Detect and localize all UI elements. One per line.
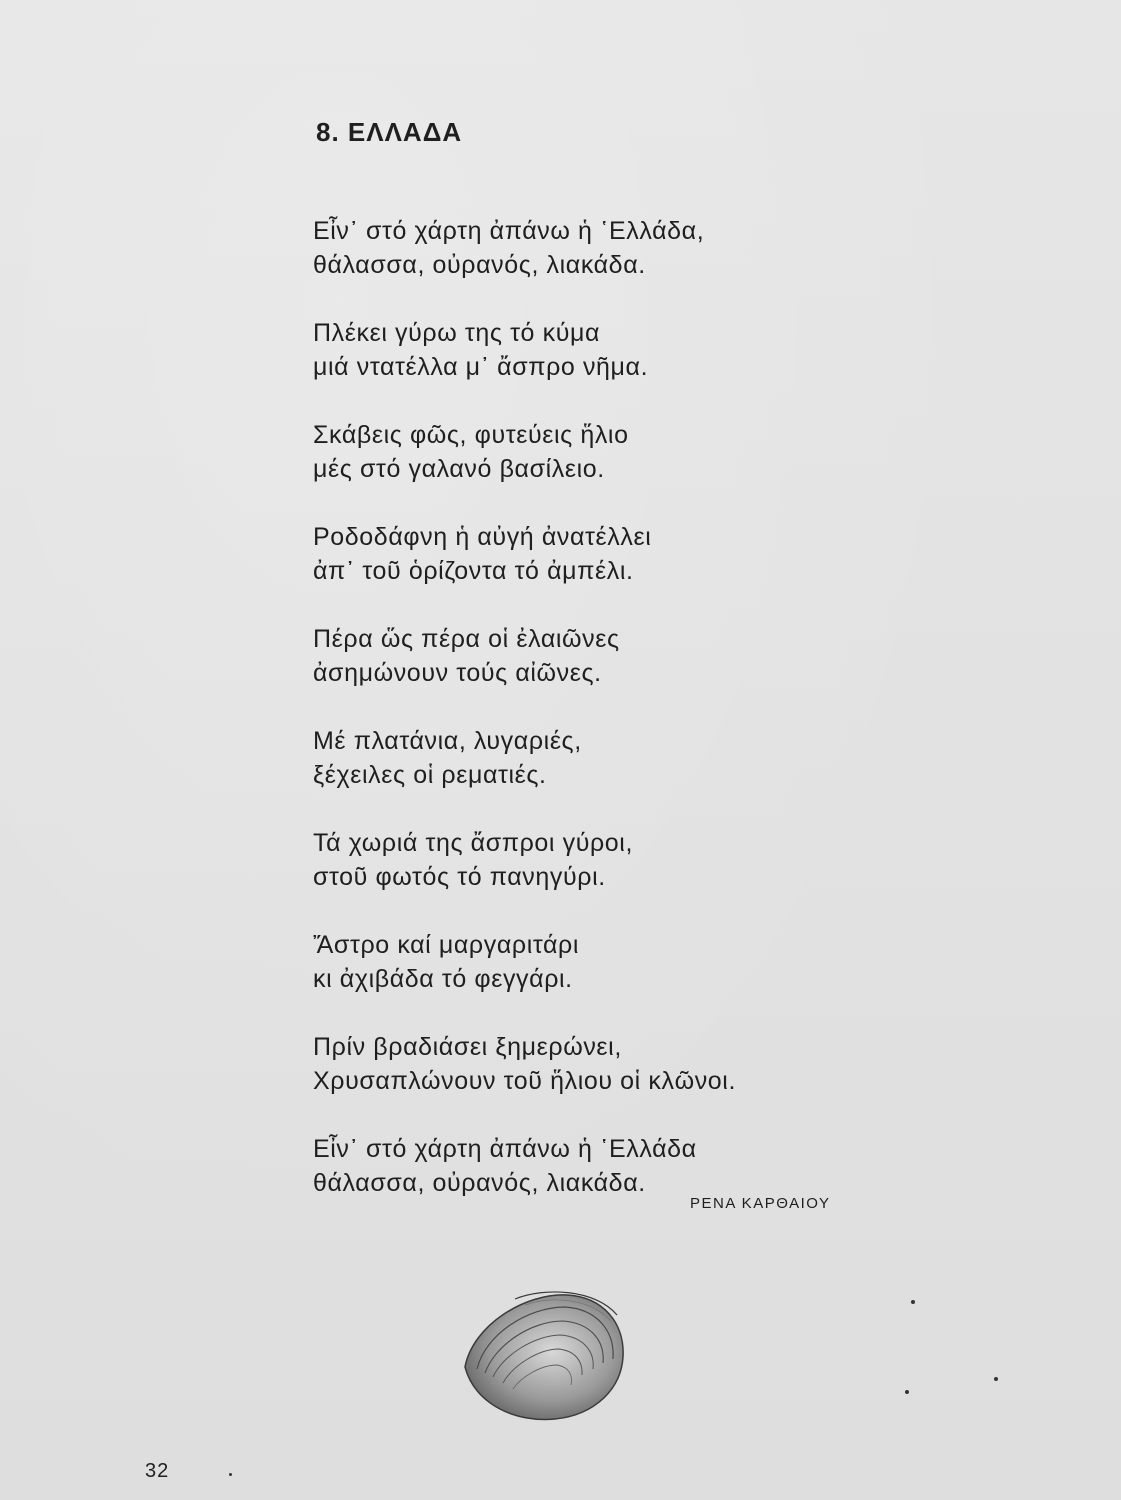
poem-line: Πρίν βραδιάσει ξημερώνει, <box>313 1033 622 1061</box>
stanza <box>313 826 873 890</box>
poem-line: ἀσημώνουν τούς αἰῶνες. <box>313 659 602 687</box>
poem-line: Εἶν᾽ στό χάρτη ἀπάνω ἡ ῾Ελλάδα <box>313 1135 697 1163</box>
shell-illustration <box>455 1285 630 1425</box>
stanza <box>313 520 873 584</box>
poem-line: Σκάβεις φῶς, φυτεύεις ἥλιο <box>313 421 629 449</box>
poem-line: θάλασσα, οὐρανός, λιακάδα. <box>313 1169 646 1197</box>
dust-speck <box>911 1300 915 1304</box>
poem-line: Πέρα ὥς πέρα οἱ ἐλαιῶνες <box>313 625 620 653</box>
poem-line: Χρυσαπλώνουν τοῦ ἥλιου οἱ κλῶνοι. <box>313 1067 737 1095</box>
author-name: ΡΕΝΑ ΚΑΡΘΑΙΟΥ <box>690 1195 831 1212</box>
poem-line: Εἶν᾽ στό χάρτη ἀπάνω ἡ ῾Ελλάδα, <box>313 217 705 245</box>
dust-speck <box>994 1377 998 1381</box>
stanza <box>313 724 873 788</box>
poem-line: Ἄστρο καί μαργαριτάρι <box>313 931 580 959</box>
page-number: 32 <box>145 1460 170 1482</box>
poem-title: 8. ΕΛΛΑΔΑ <box>316 117 463 147</box>
stanza <box>313 418 873 482</box>
dust-speck <box>905 1390 909 1394</box>
poem-line: ξέχειλες οἱ ρεματιές. <box>313 761 547 789</box>
poem-line: στοῦ φωτός τό πανηγύρι. <box>313 863 606 891</box>
poem-line: Ροδοδάφνη ἡ αὐγή ἀνατέλλει <box>313 523 652 551</box>
stanza <box>313 928 873 992</box>
poem-line: Πλέκει γύρω της τό κύμα <box>313 319 601 347</box>
poem-line: ἀπ᾽ τοῦ ὁρίζοντα τό ἀμπέλι. <box>313 557 634 585</box>
stanza <box>313 622 873 686</box>
dust-speck <box>229 1473 232 1476</box>
poem-line: Τά χωριά της ἄσπροι γύροι, <box>313 829 633 857</box>
stanza <box>313 1132 873 1196</box>
poem-body <box>313 214 873 1234</box>
stanza <box>313 316 873 380</box>
poem-line: κι ἀχιβάδα τό φεγγάρι. <box>313 965 573 993</box>
poem-line: μιά ντατέλλα μ᾽ ἄσπρο νῆμα. <box>313 353 649 381</box>
stanza <box>313 214 873 278</box>
poem-line: θάλασσα, οὐρανός, λιακάδα. <box>313 251 646 279</box>
poem-line: μές στό γαλανό βασίλειο. <box>313 455 605 483</box>
poem-line: Μέ πλατάνια, λυγαριές, <box>313 727 582 755</box>
stanza <box>313 1030 873 1094</box>
